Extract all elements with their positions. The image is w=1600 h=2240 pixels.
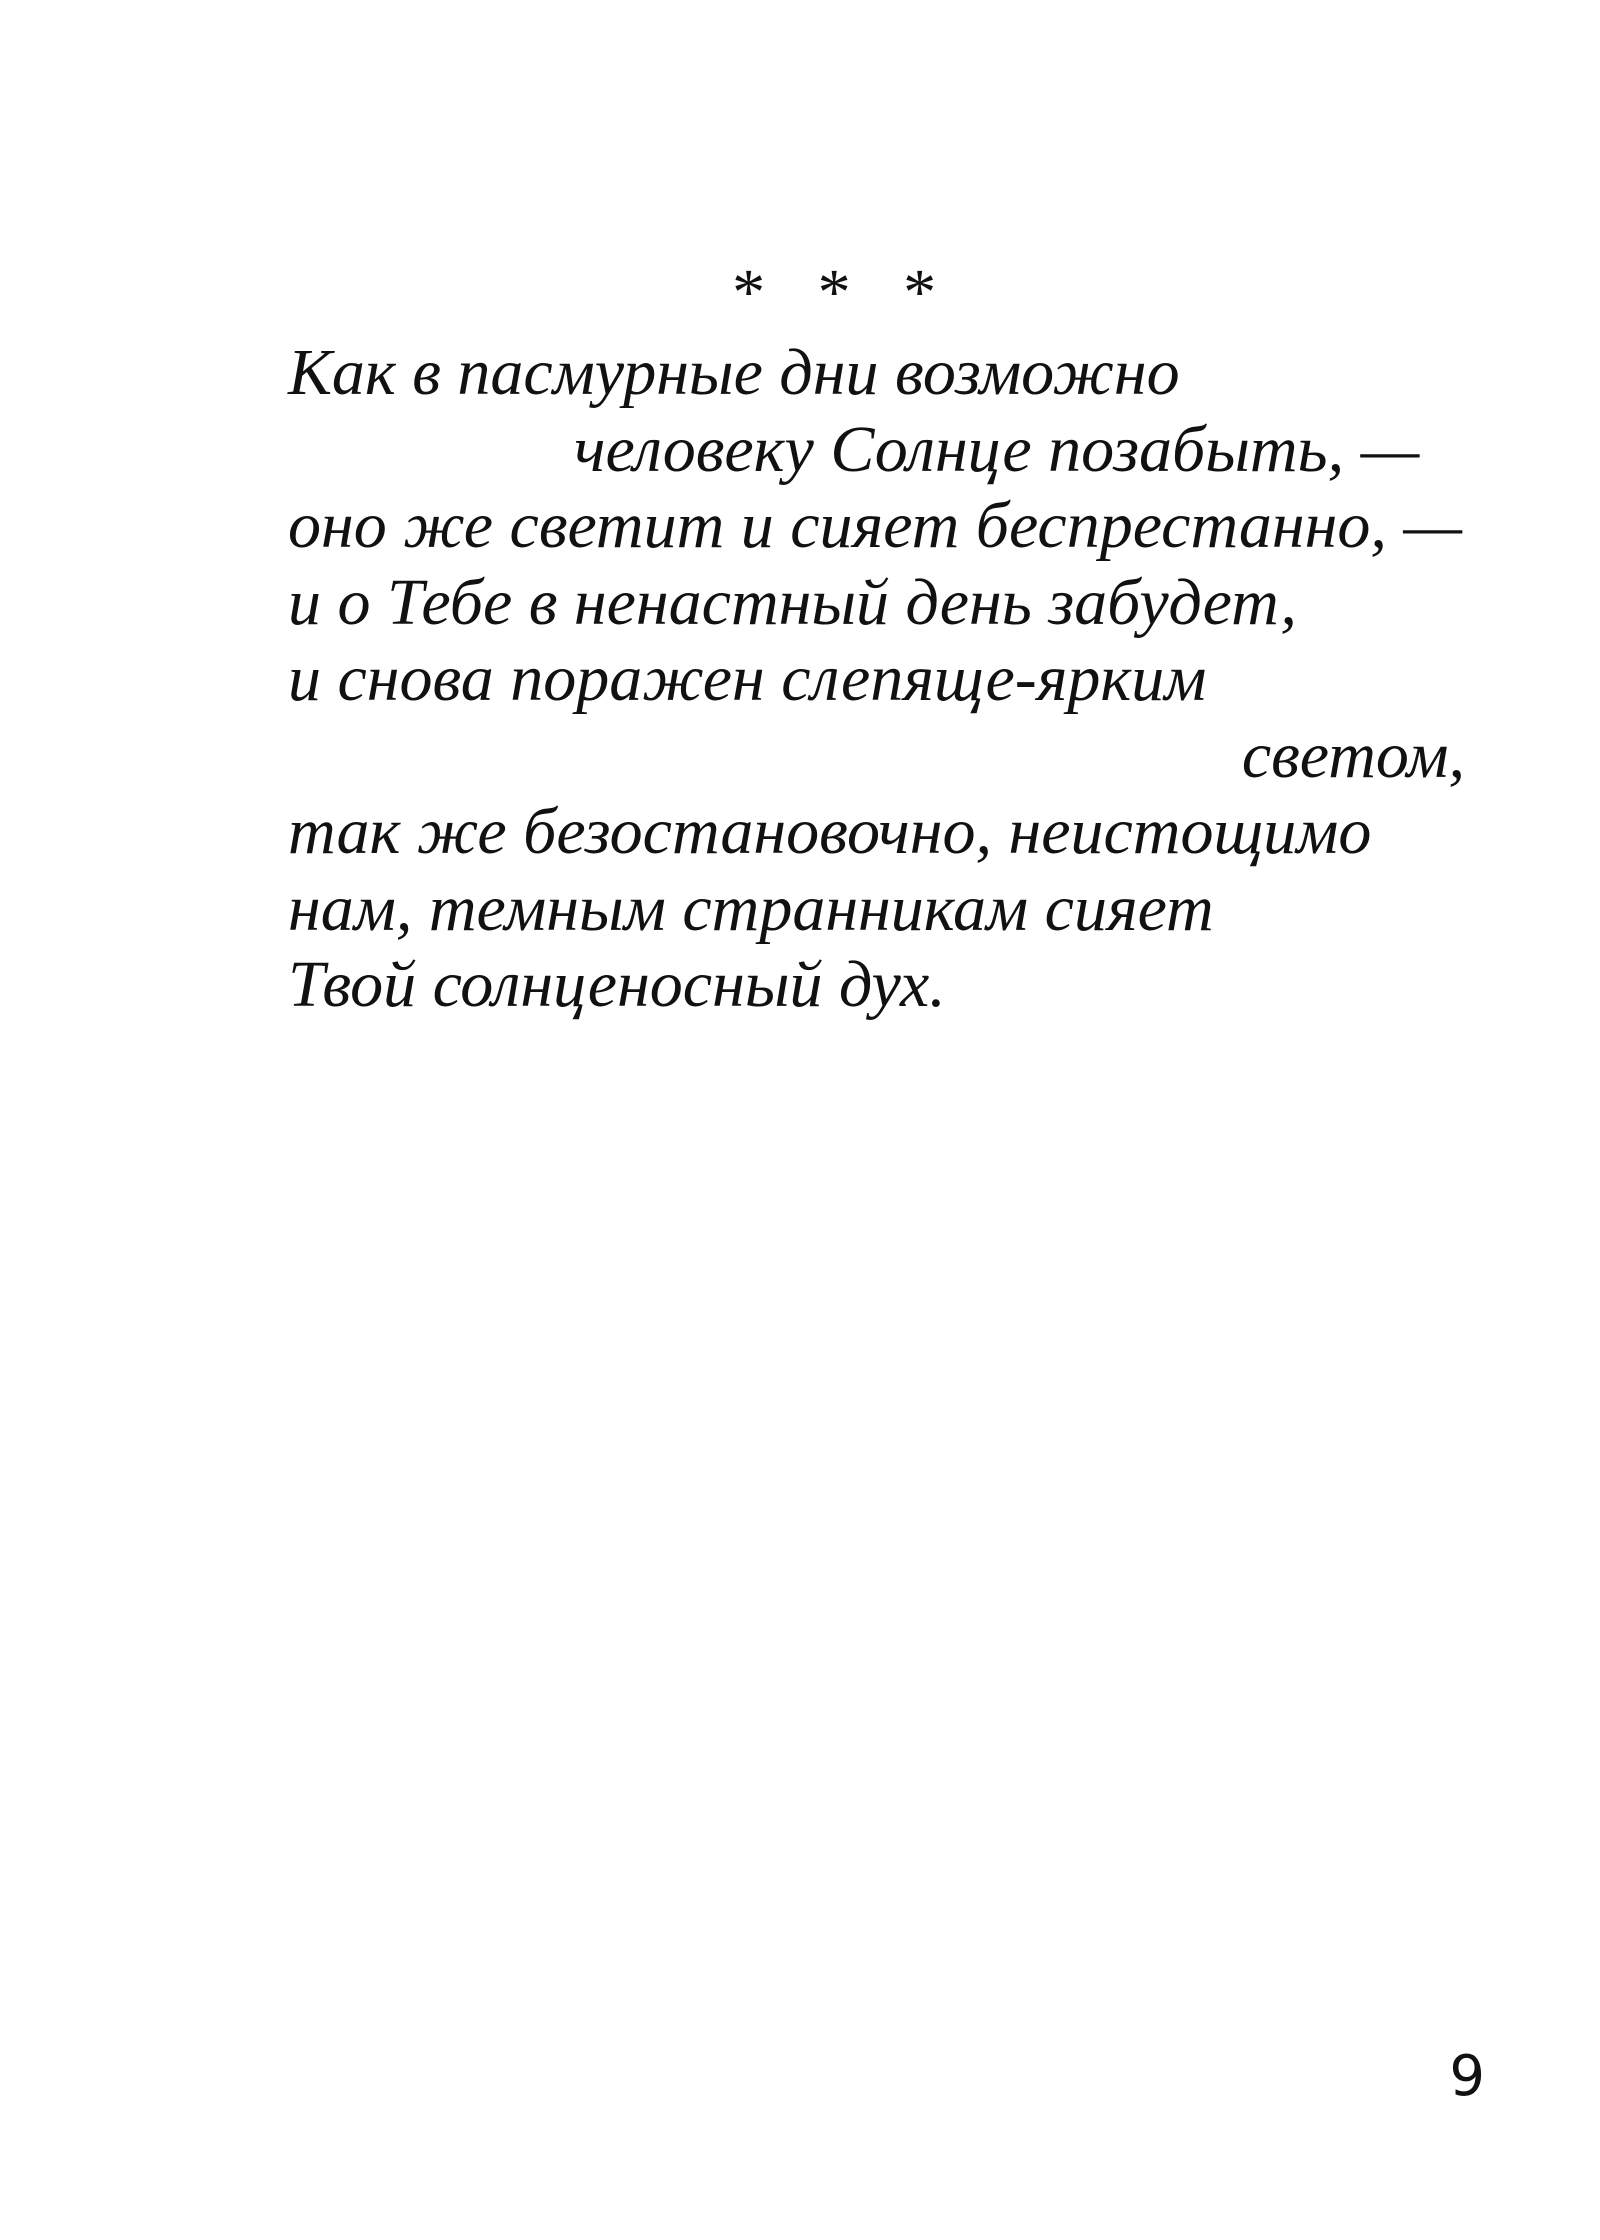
section-ornament: * * * bbox=[729, 256, 951, 329]
poem-line: оно же светит и сияет беспрестанно, — bbox=[288, 489, 1463, 562]
poem-line: Как в пасмурные дни возможно bbox=[288, 336, 1180, 409]
poem-line: нам, темным странникам сияет bbox=[288, 871, 1214, 945]
page-number: 9 bbox=[1449, 2044, 1485, 2109]
poem-line-continuation: человеку Солнце позабыть, — bbox=[574, 412, 1420, 486]
poem bbox=[288, 335, 1488, 1024]
poem-line: так же безостановочно, неистощимо bbox=[288, 795, 1372, 868]
poem-line: Твой солнценосный дух. bbox=[288, 948, 946, 1021]
poem-line: и снова поражен слепяще-ярким bbox=[288, 642, 1207, 715]
poem-line: и о Тебе в ненастный день забудет, bbox=[288, 565, 1297, 639]
poem-line-continuation: светом, bbox=[1241, 718, 1465, 792]
